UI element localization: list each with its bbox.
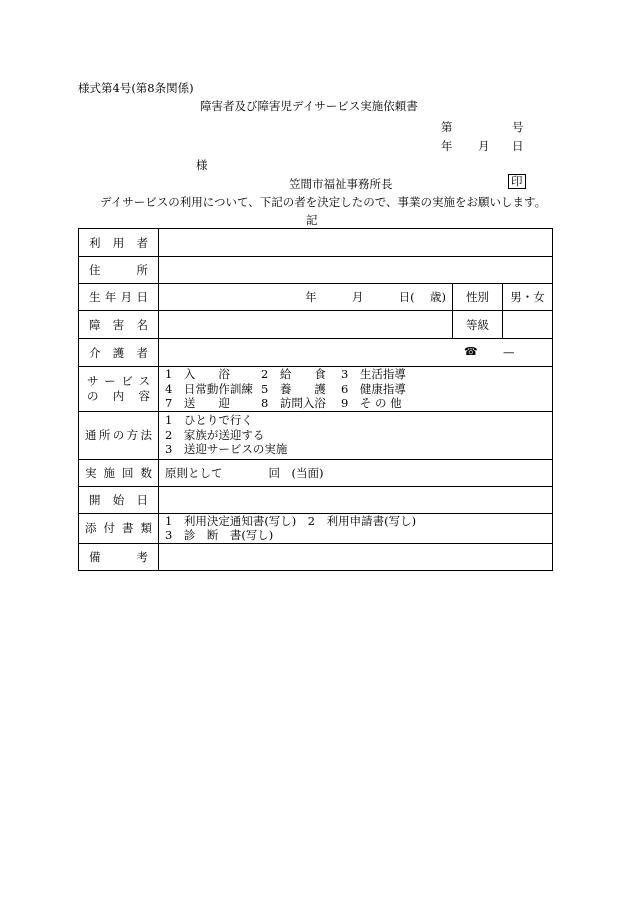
birth-age-label: 歳) xyxy=(430,290,446,304)
label-user: 利 用 者 xyxy=(79,229,159,257)
phone-icon: ☎ xyxy=(464,345,478,358)
row-disability xyxy=(79,311,553,339)
field-sex[interactable]: 男・女 xyxy=(503,284,553,311)
date-month: 月 xyxy=(478,139,490,153)
date-year: 年 xyxy=(441,139,453,153)
row-start xyxy=(79,486,553,513)
label-grade: 等級 xyxy=(453,311,503,339)
field-birthdate[interactable] xyxy=(159,284,453,311)
label-attachments: 添 付 書 類 xyxy=(79,513,159,543)
document-title: 障害者及び障害児デイサービス実施依頼書 xyxy=(200,99,418,113)
label-address: 住 所 xyxy=(79,257,159,284)
label-birth: 生 年 月 日 xyxy=(79,284,159,311)
issuer: 笠間市福祉事務所長 xyxy=(289,177,393,191)
addressee-suffix: 様 xyxy=(196,158,208,172)
label-sex: 性別 xyxy=(453,284,503,311)
field-address[interactable] xyxy=(159,257,553,284)
number-go: 号 xyxy=(512,120,524,134)
field-user[interactable] xyxy=(159,229,553,257)
form-number: 様式第4号(第8条関係) xyxy=(78,81,194,95)
field-start[interactable] xyxy=(159,486,553,513)
phone-dash: — xyxy=(503,345,515,359)
label-commute: 通 所 の 方 法 xyxy=(79,411,159,459)
field-attachments[interactable]: 1 利用決定通知書(写し) 2 利用申請書(写し) 3 診 断 書(写し) xyxy=(159,513,553,543)
field-service[interactable]: 1 入 浴 2 給 食 3 生活指導 4 日常動作訓練 5 養 護 6 健康指導 7 送 迎 8 訪問入浴 9 そ の 他 xyxy=(159,367,553,412)
field-grade[interactable] xyxy=(503,311,553,339)
field-frequency[interactable]: 原則として 回 (当面) xyxy=(159,459,553,486)
row-service xyxy=(79,367,553,412)
label-disability: 障 害 名 xyxy=(79,311,159,339)
row-caregiver xyxy=(79,339,553,367)
row-address xyxy=(79,257,553,284)
label-remarks: 備 考 xyxy=(79,543,159,570)
row-birth xyxy=(79,284,553,311)
field-commute[interactable]: 1 ひとりで行く 2 家族が送迎する 3 送迎サービスの実施 xyxy=(159,411,553,459)
birth-month-label: 月 xyxy=(351,290,364,304)
row-frequency xyxy=(79,459,553,486)
row-commute xyxy=(79,411,553,459)
field-remarks[interactable] xyxy=(159,543,553,570)
body-text: デイサービスの利用について、下記の者を決定したので、事業の実施をお願いします。 xyxy=(100,195,547,209)
row-user xyxy=(79,229,553,257)
label-start: 開 始 日 xyxy=(79,486,159,513)
seal-mark: 印 xyxy=(508,174,526,189)
field-caregiver[interactable] xyxy=(159,339,553,367)
birth-day-label: 日( xyxy=(398,290,415,304)
row-attachments xyxy=(79,513,553,543)
ki-label: 記 xyxy=(306,213,318,227)
birth-year-label: 年 xyxy=(305,290,317,304)
row-remarks xyxy=(79,543,553,570)
date-day: 日 xyxy=(512,139,524,153)
request-form-table xyxy=(78,228,553,571)
label-service: サ ー ビ ス の 内 容 xyxy=(79,367,159,412)
number-dai: 第 xyxy=(441,120,453,134)
label-caregiver: 介 護 者 xyxy=(79,339,159,367)
label-frequency: 実 施 回 数 xyxy=(79,459,159,486)
field-disability[interactable] xyxy=(159,311,453,339)
